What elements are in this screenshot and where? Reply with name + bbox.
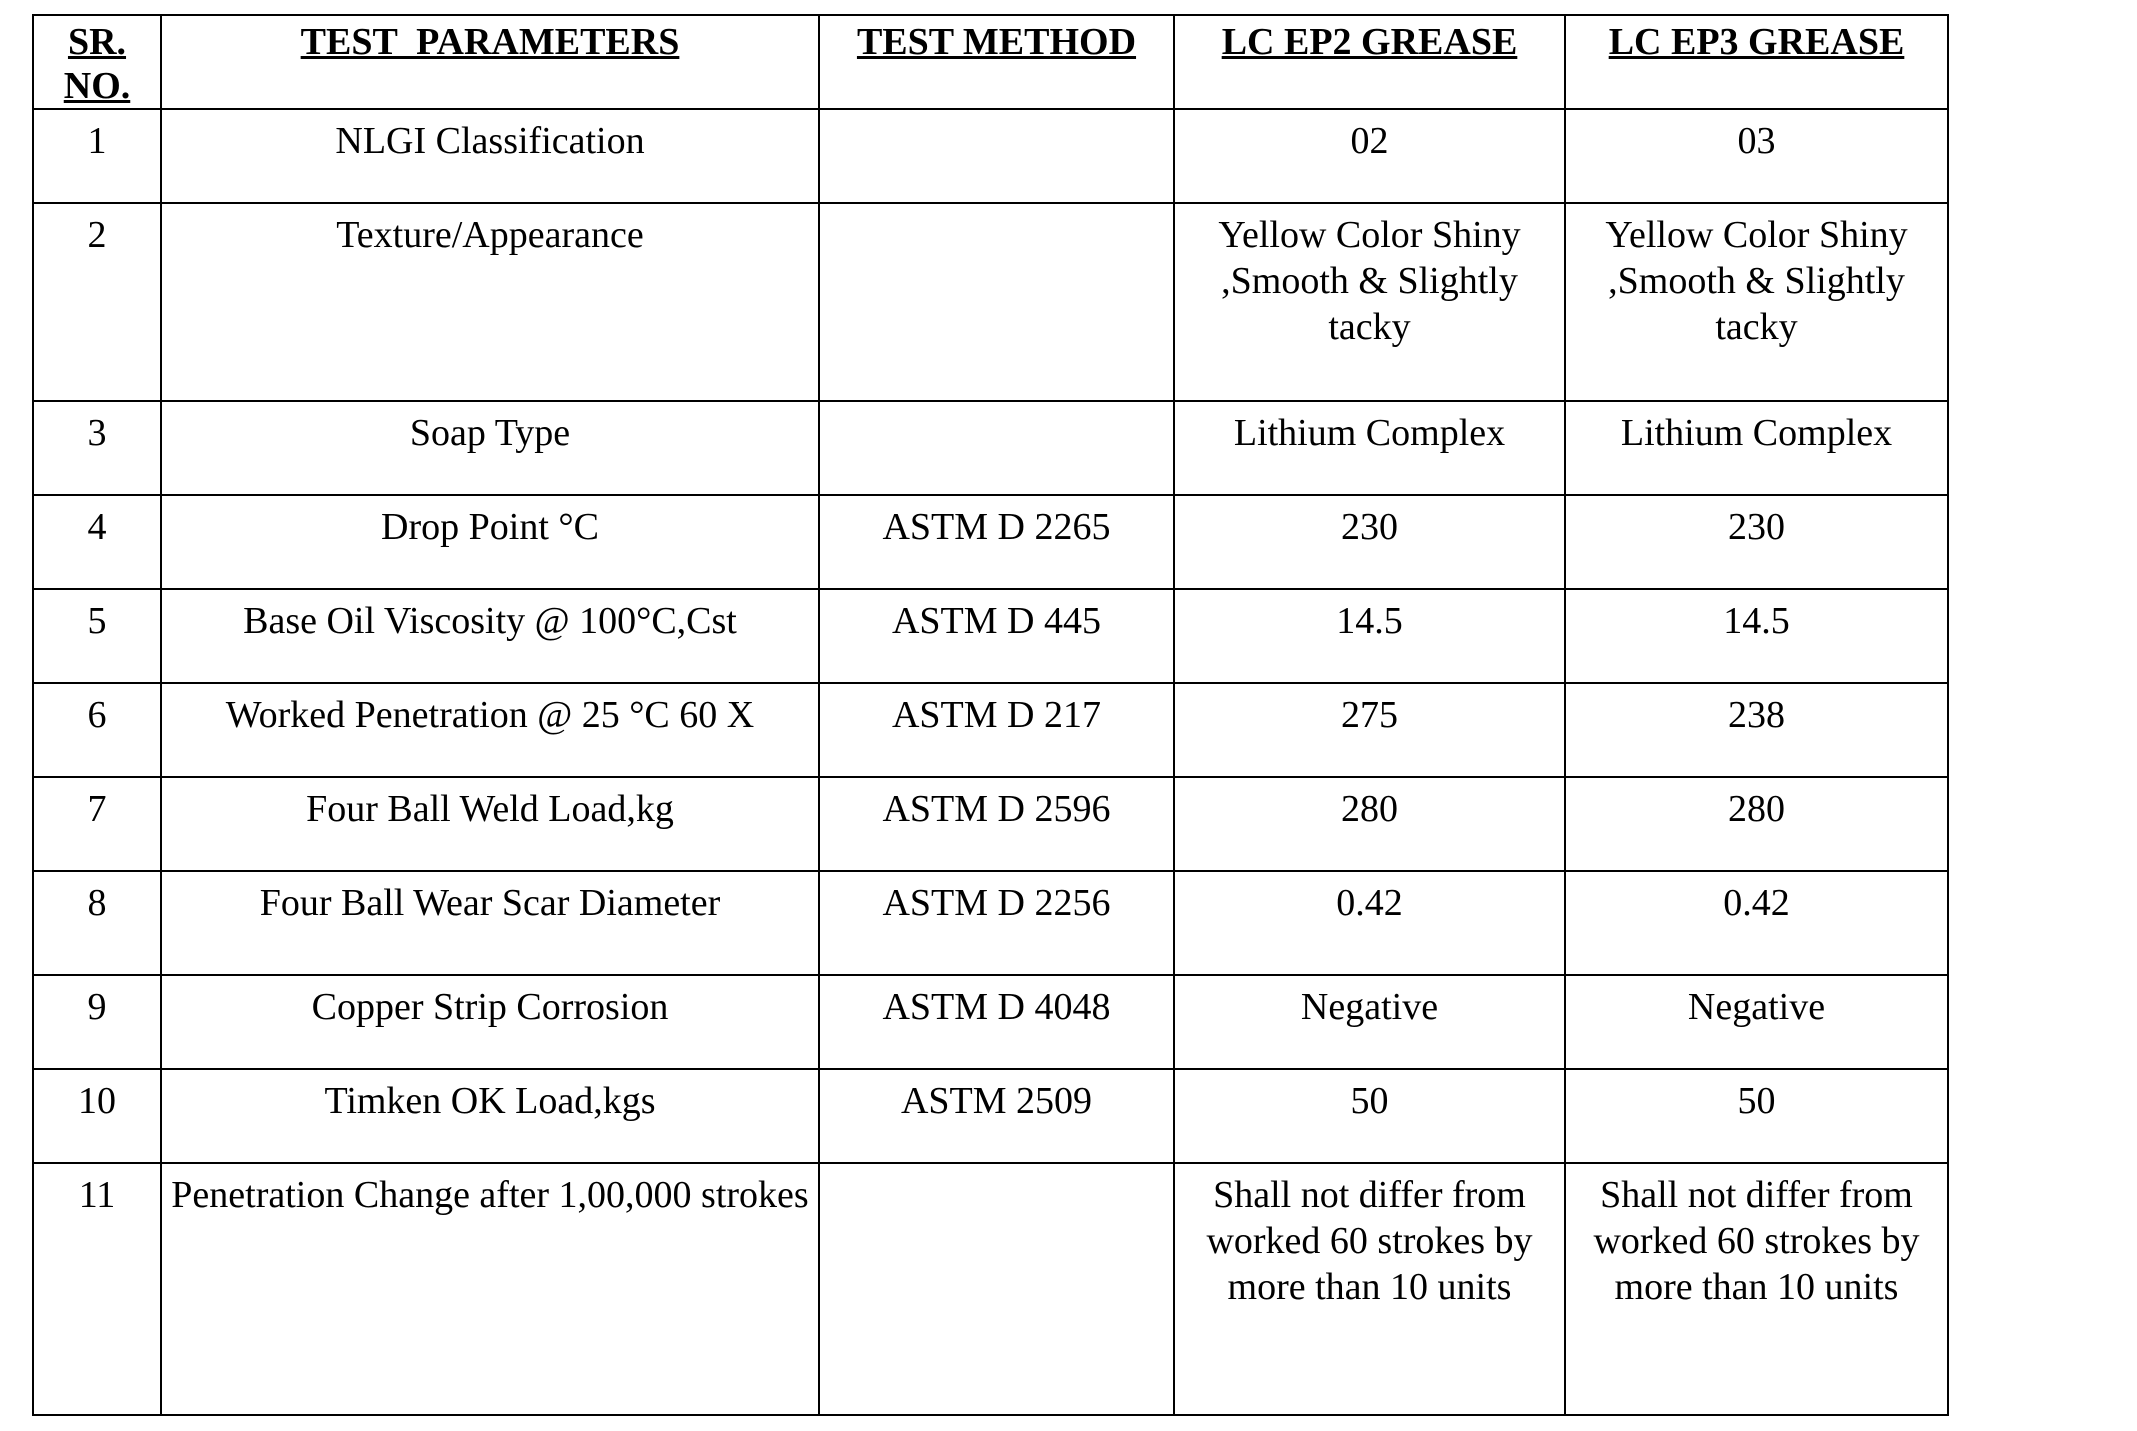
cell-ep3: Negative xyxy=(1565,975,1948,1069)
table-row xyxy=(33,777,1948,871)
header-test-method: TEST METHOD xyxy=(819,15,1174,109)
cell-sr: 1 xyxy=(33,109,161,203)
cell-method xyxy=(819,109,1174,203)
header-row xyxy=(33,15,1948,109)
cell-ep3: Lithium Complex xyxy=(1565,401,1948,495)
cell-ep2: 14.5 xyxy=(1174,589,1565,683)
cell-param: NLGI Classification xyxy=(161,109,819,203)
cell-ep3: 230 xyxy=(1565,495,1948,589)
cell-ep3: 238 xyxy=(1565,683,1948,777)
cell-param: Soap Type xyxy=(161,401,819,495)
cell-method: ASTM D 217 xyxy=(819,683,1174,777)
header-sr-no: SR. NO. xyxy=(33,15,161,109)
table-row xyxy=(33,1069,1948,1163)
table-row xyxy=(33,401,1948,495)
cell-ep2: 275 xyxy=(1174,683,1565,777)
cell-method: ASTM 2509 xyxy=(819,1069,1174,1163)
cell-sr: 6 xyxy=(33,683,161,777)
cell-ep2: 280 xyxy=(1174,777,1565,871)
cell-ep3: 50 xyxy=(1565,1069,1948,1163)
cell-method xyxy=(819,1163,1174,1415)
cell-param: Drop Point °C xyxy=(161,495,819,589)
table-row xyxy=(33,203,1948,401)
table-row xyxy=(33,871,1948,975)
table-row xyxy=(33,975,1948,1069)
cell-ep3: Yellow Color Shiny ,Smooth & Slightly tacky xyxy=(1565,203,1948,401)
cell-sr: 9 xyxy=(33,975,161,1069)
cell-method: ASTM D 4048 xyxy=(819,975,1174,1069)
cell-param: Worked Penetration @ 25 °C 60 X xyxy=(161,683,819,777)
cell-ep3: 14.5 xyxy=(1565,589,1948,683)
cell-param: Copper Strip Corrosion xyxy=(161,975,819,1069)
table-row xyxy=(33,109,1948,203)
cell-ep2: Yellow Color Shiny ,Smooth & Slightly tacky xyxy=(1174,203,1565,401)
cell-param: Base Oil Viscosity @ 100°C,Cst xyxy=(161,589,819,683)
cell-ep3: 0.42 xyxy=(1565,871,1948,975)
cell-sr: 4 xyxy=(33,495,161,589)
cell-param: Four Ball Weld Load,kg xyxy=(161,777,819,871)
header-test-parameters: TEST PARAMETERS xyxy=(161,15,819,109)
cell-ep2: Negative xyxy=(1174,975,1565,1069)
cell-method: ASTM D 2596 xyxy=(819,777,1174,871)
cell-method xyxy=(819,203,1174,401)
cell-method xyxy=(819,401,1174,495)
grease-spec-table xyxy=(32,14,1949,1416)
cell-ep3: 03 xyxy=(1565,109,1948,203)
cell-method: ASTM D 445 xyxy=(819,589,1174,683)
cell-ep2: Shall not differ from worked 60 strokes by more than 10 units xyxy=(1174,1163,1565,1415)
cell-sr: 10 xyxy=(33,1069,161,1163)
cell-ep2: 0.42 xyxy=(1174,871,1565,975)
cell-ep3: Shall not differ from worked 60 strokes by more than 10 units xyxy=(1565,1163,1948,1415)
header-lc-ep2: LC EP2 GREASE xyxy=(1174,15,1565,109)
cell-sr: 3 xyxy=(33,401,161,495)
cell-sr: 2 xyxy=(33,203,161,401)
cell-sr: 8 xyxy=(33,871,161,975)
cell-sr: 7 xyxy=(33,777,161,871)
cell-sr: 11 xyxy=(33,1163,161,1415)
cell-param: Four Ball Wear Scar Diameter xyxy=(161,871,819,975)
cell-ep2: 02 xyxy=(1174,109,1565,203)
cell-param: Penetration Change after 1,00,000 strokes xyxy=(161,1163,819,1415)
cell-ep2: 50 xyxy=(1174,1069,1565,1163)
cell-ep2: 230 xyxy=(1174,495,1565,589)
table-row xyxy=(33,495,1948,589)
cell-method: ASTM D 2265 xyxy=(819,495,1174,589)
cell-param: Timken OK Load,kgs xyxy=(161,1069,819,1163)
table-row xyxy=(33,683,1948,777)
table-row xyxy=(33,1163,1948,1415)
table-row xyxy=(33,589,1948,683)
cell-sr: 5 xyxy=(33,589,161,683)
cell-ep3: 280 xyxy=(1565,777,1948,871)
cell-param: Texture/Appearance xyxy=(161,203,819,401)
cell-method: ASTM D 2256 xyxy=(819,871,1174,975)
header-lc-ep3: LC EP3 GREASE xyxy=(1565,15,1948,109)
cell-ep2: Lithium Complex xyxy=(1174,401,1565,495)
